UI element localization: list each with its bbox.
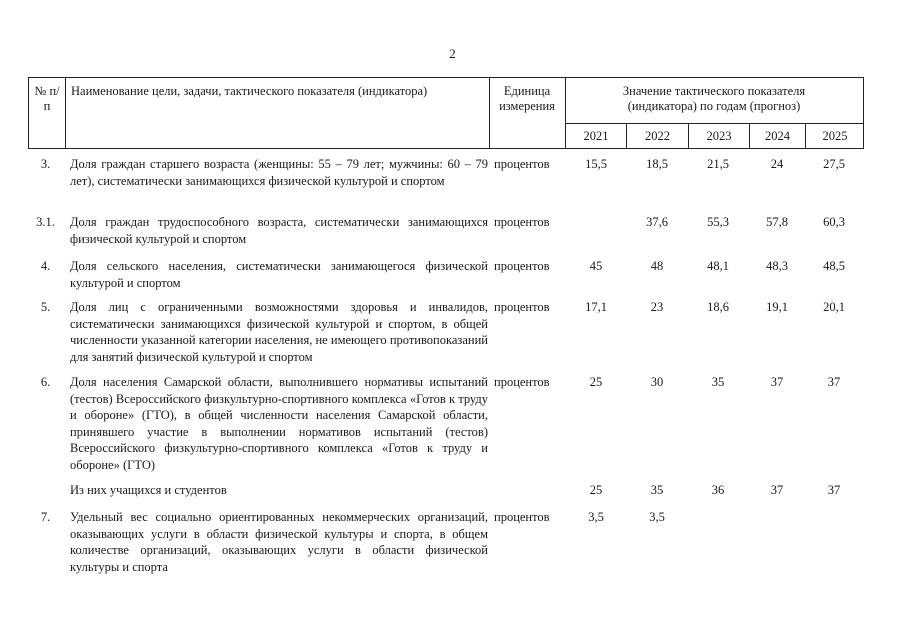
row-value-2022: 23 bbox=[650, 300, 664, 314]
row-name: Удельный вес социально ориентированных некоммерческих организаций, оказывающих услуги в области физической культуры и спорта, в общем количестве организаций, оказывающих услуги в области физической культуры и спорта bbox=[70, 510, 488, 574]
table-header bbox=[28, 77, 864, 149]
row-value-2023: 35 bbox=[711, 375, 725, 389]
row-number: 6. bbox=[40, 375, 51, 389]
row-value-2025: 37 bbox=[827, 483, 841, 497]
row-value-2023: 18,6 bbox=[707, 300, 729, 314]
row-name: Доля граждан старшего возраста (женщины: 55 – 79 лет; мужчины: 60 – 79 лет), систематически занимающихся физической культурой и спортом bbox=[70, 157, 488, 188]
row-value-2021: 15,5 bbox=[585, 157, 607, 171]
row-value-2023: 48,1 bbox=[707, 259, 729, 273]
header-name: Наименование цели, задачи, тактического показателя (индикатора) bbox=[71, 84, 428, 98]
row-unit: процентов bbox=[494, 375, 550, 389]
row-value-2024: 48,3 bbox=[766, 259, 788, 273]
row-value-2021: 25 bbox=[589, 483, 603, 497]
header-divider bbox=[65, 78, 66, 148]
header-year: 2025 bbox=[822, 129, 848, 143]
row-number: 7. bbox=[40, 510, 51, 524]
row-unit: процентов bbox=[494, 300, 550, 314]
header-values: Значение тактического показателя (индикатора) по годам (прогноз) bbox=[622, 84, 806, 113]
header-unit: Единица измерения bbox=[499, 84, 555, 113]
row-name: Доля лиц с ограниченными возможностями здоровья и инвалидов, систематически занимающихся физической культурой и спортом, в общей численности указанной категории населения, не имеющего противопоказаний для занятий физической культурой и спортом bbox=[70, 300, 488, 364]
row-name: Из них учащихся и студентов bbox=[70, 483, 227, 497]
row-unit: процентов bbox=[494, 510, 550, 524]
header-divider bbox=[565, 123, 863, 124]
row-value-2024: 37 bbox=[770, 375, 784, 389]
header-year: 2022 bbox=[645, 129, 670, 143]
header-year: 2021 bbox=[583, 129, 609, 143]
header-year: 2023 bbox=[706, 129, 732, 143]
row-unit: процентов bbox=[494, 259, 550, 273]
row-unit: процентов bbox=[494, 215, 550, 229]
row-name: Доля населения Самарской области, выполнившего нормативы испытаний (тестов) Всероссийского физкультурно-спортивного комплекса «Готов к труду и обороне» (ГТО), в общей численности населения Самарской области, принявшего участие в выполнении нормативов испытаний (тестов) Всероссийского физкультурно-спортивного комплекса «Готов к труду и обороне» (ГТО) bbox=[70, 375, 488, 472]
row-value-2022: 48 bbox=[650, 259, 664, 273]
header-num: № п/п bbox=[34, 84, 60, 113]
row-value-2021: 3,5 bbox=[588, 510, 604, 524]
row-value-2025: 60,3 bbox=[823, 215, 845, 229]
row-value-2025: 48,5 bbox=[823, 259, 845, 273]
row-value-2024: 19,1 bbox=[766, 300, 788, 314]
row-value-2021: 45 bbox=[589, 259, 603, 273]
row-value-2023: 55,3 bbox=[707, 215, 729, 229]
row-value-2022: 35 bbox=[650, 483, 664, 497]
row-value-2022: 18,5 bbox=[646, 157, 668, 171]
row-unit: процентов bbox=[494, 157, 550, 171]
row-name: Доля сельского населения, систематически занимающегося физической культурой и спортом bbox=[70, 259, 488, 290]
row-number: 3.1. bbox=[36, 215, 55, 229]
row-number: 4. bbox=[40, 259, 51, 273]
header-year: 2024 bbox=[765, 129, 790, 143]
row-value-2021: 17,1 bbox=[585, 300, 607, 314]
row-value-2022: 3,5 bbox=[649, 510, 665, 524]
row-value-2021: 25 bbox=[589, 375, 603, 389]
row-number: 5. bbox=[40, 300, 51, 314]
row-value-2025: 20,1 bbox=[823, 300, 845, 314]
row-value-2024: 57,8 bbox=[766, 215, 788, 229]
row-value-2025: 27,5 bbox=[823, 157, 845, 171]
row-value-2024: 37 bbox=[770, 483, 784, 497]
row-value-2025: 37 bbox=[827, 375, 841, 389]
row-value-2023: 21,5 bbox=[707, 157, 729, 171]
page-number: 2 bbox=[449, 46, 456, 61]
row-value-2022: 30 bbox=[650, 375, 664, 389]
header-divider bbox=[489, 78, 490, 148]
row-value-2022: 37,6 bbox=[646, 215, 668, 229]
row-name: Доля граждан трудоспособного возраста, систематически занимающихся физической культурой и спортом bbox=[70, 215, 488, 246]
row-number: 3. bbox=[40, 157, 51, 171]
row-value-2023: 36 bbox=[711, 483, 725, 497]
row-value-2024: 24 bbox=[770, 157, 784, 171]
